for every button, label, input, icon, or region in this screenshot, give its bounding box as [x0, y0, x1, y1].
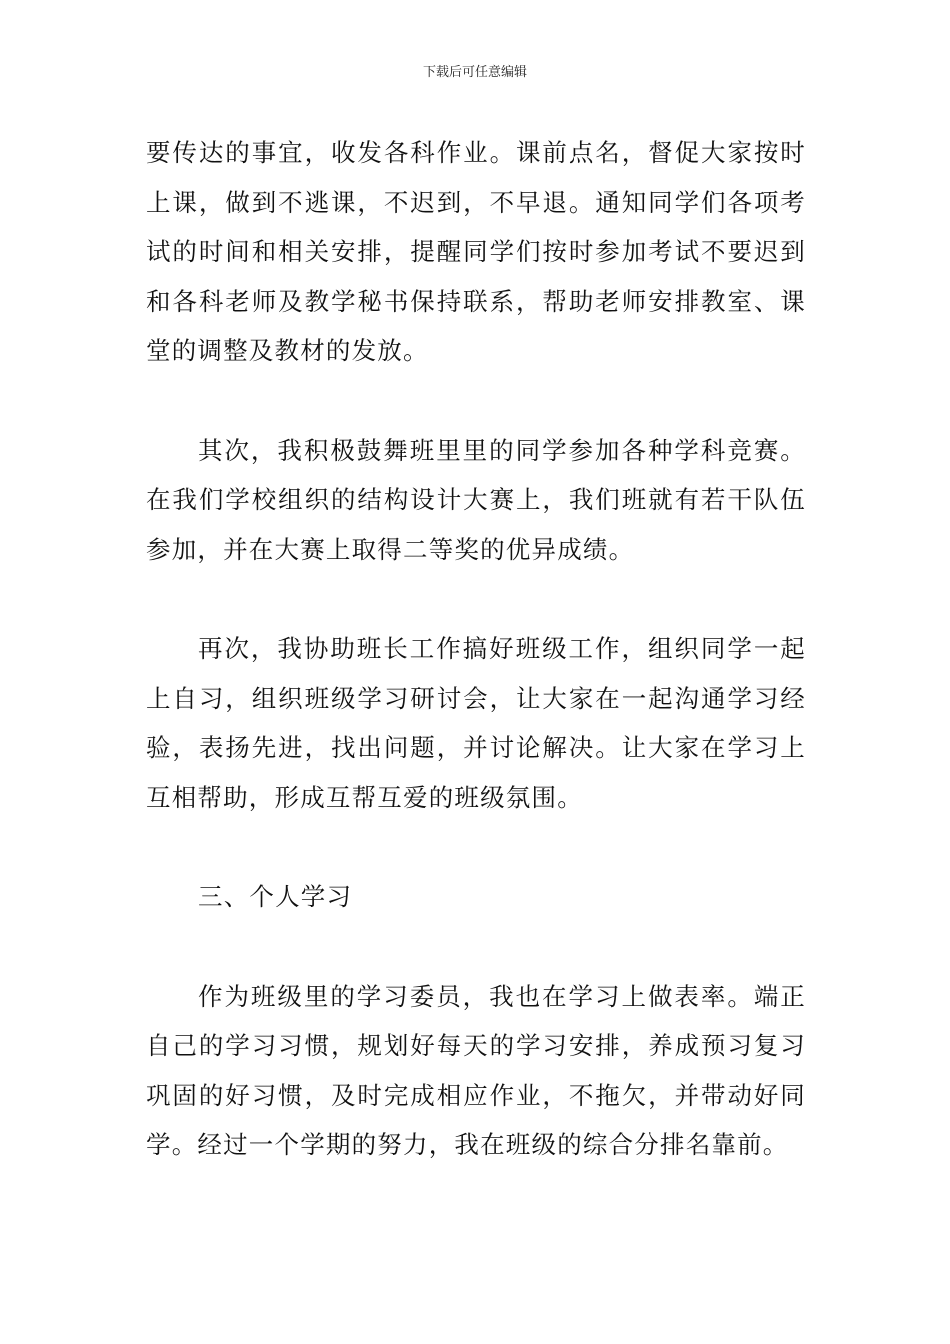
section-heading-personal-study: 三、个人学习: [198, 882, 353, 911]
paragraph-personal-study: 作为班级里的学习委员，我也在学习上做表率。端正自己的学习习惯，规划好每天的学习安排，养成预习复习巩固的好习惯，及时完成相应作业，不拖欠，并带动好同学。经过一个学期的努力，我在班级的综合分排名靠前。: [146, 981, 806, 1159]
paragraph-duties: 要传达的事宜，收发各科作业。课前点名，督促大家按时上课，做到不逃课，不迟到，不早退。通知同学们各项考试的时间和相关安排，提醒同学们按时参加考试不要迟到和各科老师及教学秘书保持联系，帮助老师安排教室、课堂的调整及教材的发放。: [146, 138, 806, 365]
paragraph-competitions: 其次，我积极鼓舞班里里的同学参加各种学科竞赛。在我们学校组织的结构设计大赛上，我们班就有若干队伍参加，并在大赛上取得二等奖的优异成绩。: [146, 435, 806, 564]
paragraph-class-work: 再次，我协助班长工作搞好班级工作，组织同学一起上自习，组织班级学习研讨会，让大家在一起沟通学习经验，表扬先进，找出问题，并讨论解决。让大家在学习上互相帮助，形成互帮互爱的班级氛围。: [146, 634, 806, 812]
page-header: 下载后可任意编辑: [422, 65, 527, 80]
document-body: [146, 128, 806, 1170]
